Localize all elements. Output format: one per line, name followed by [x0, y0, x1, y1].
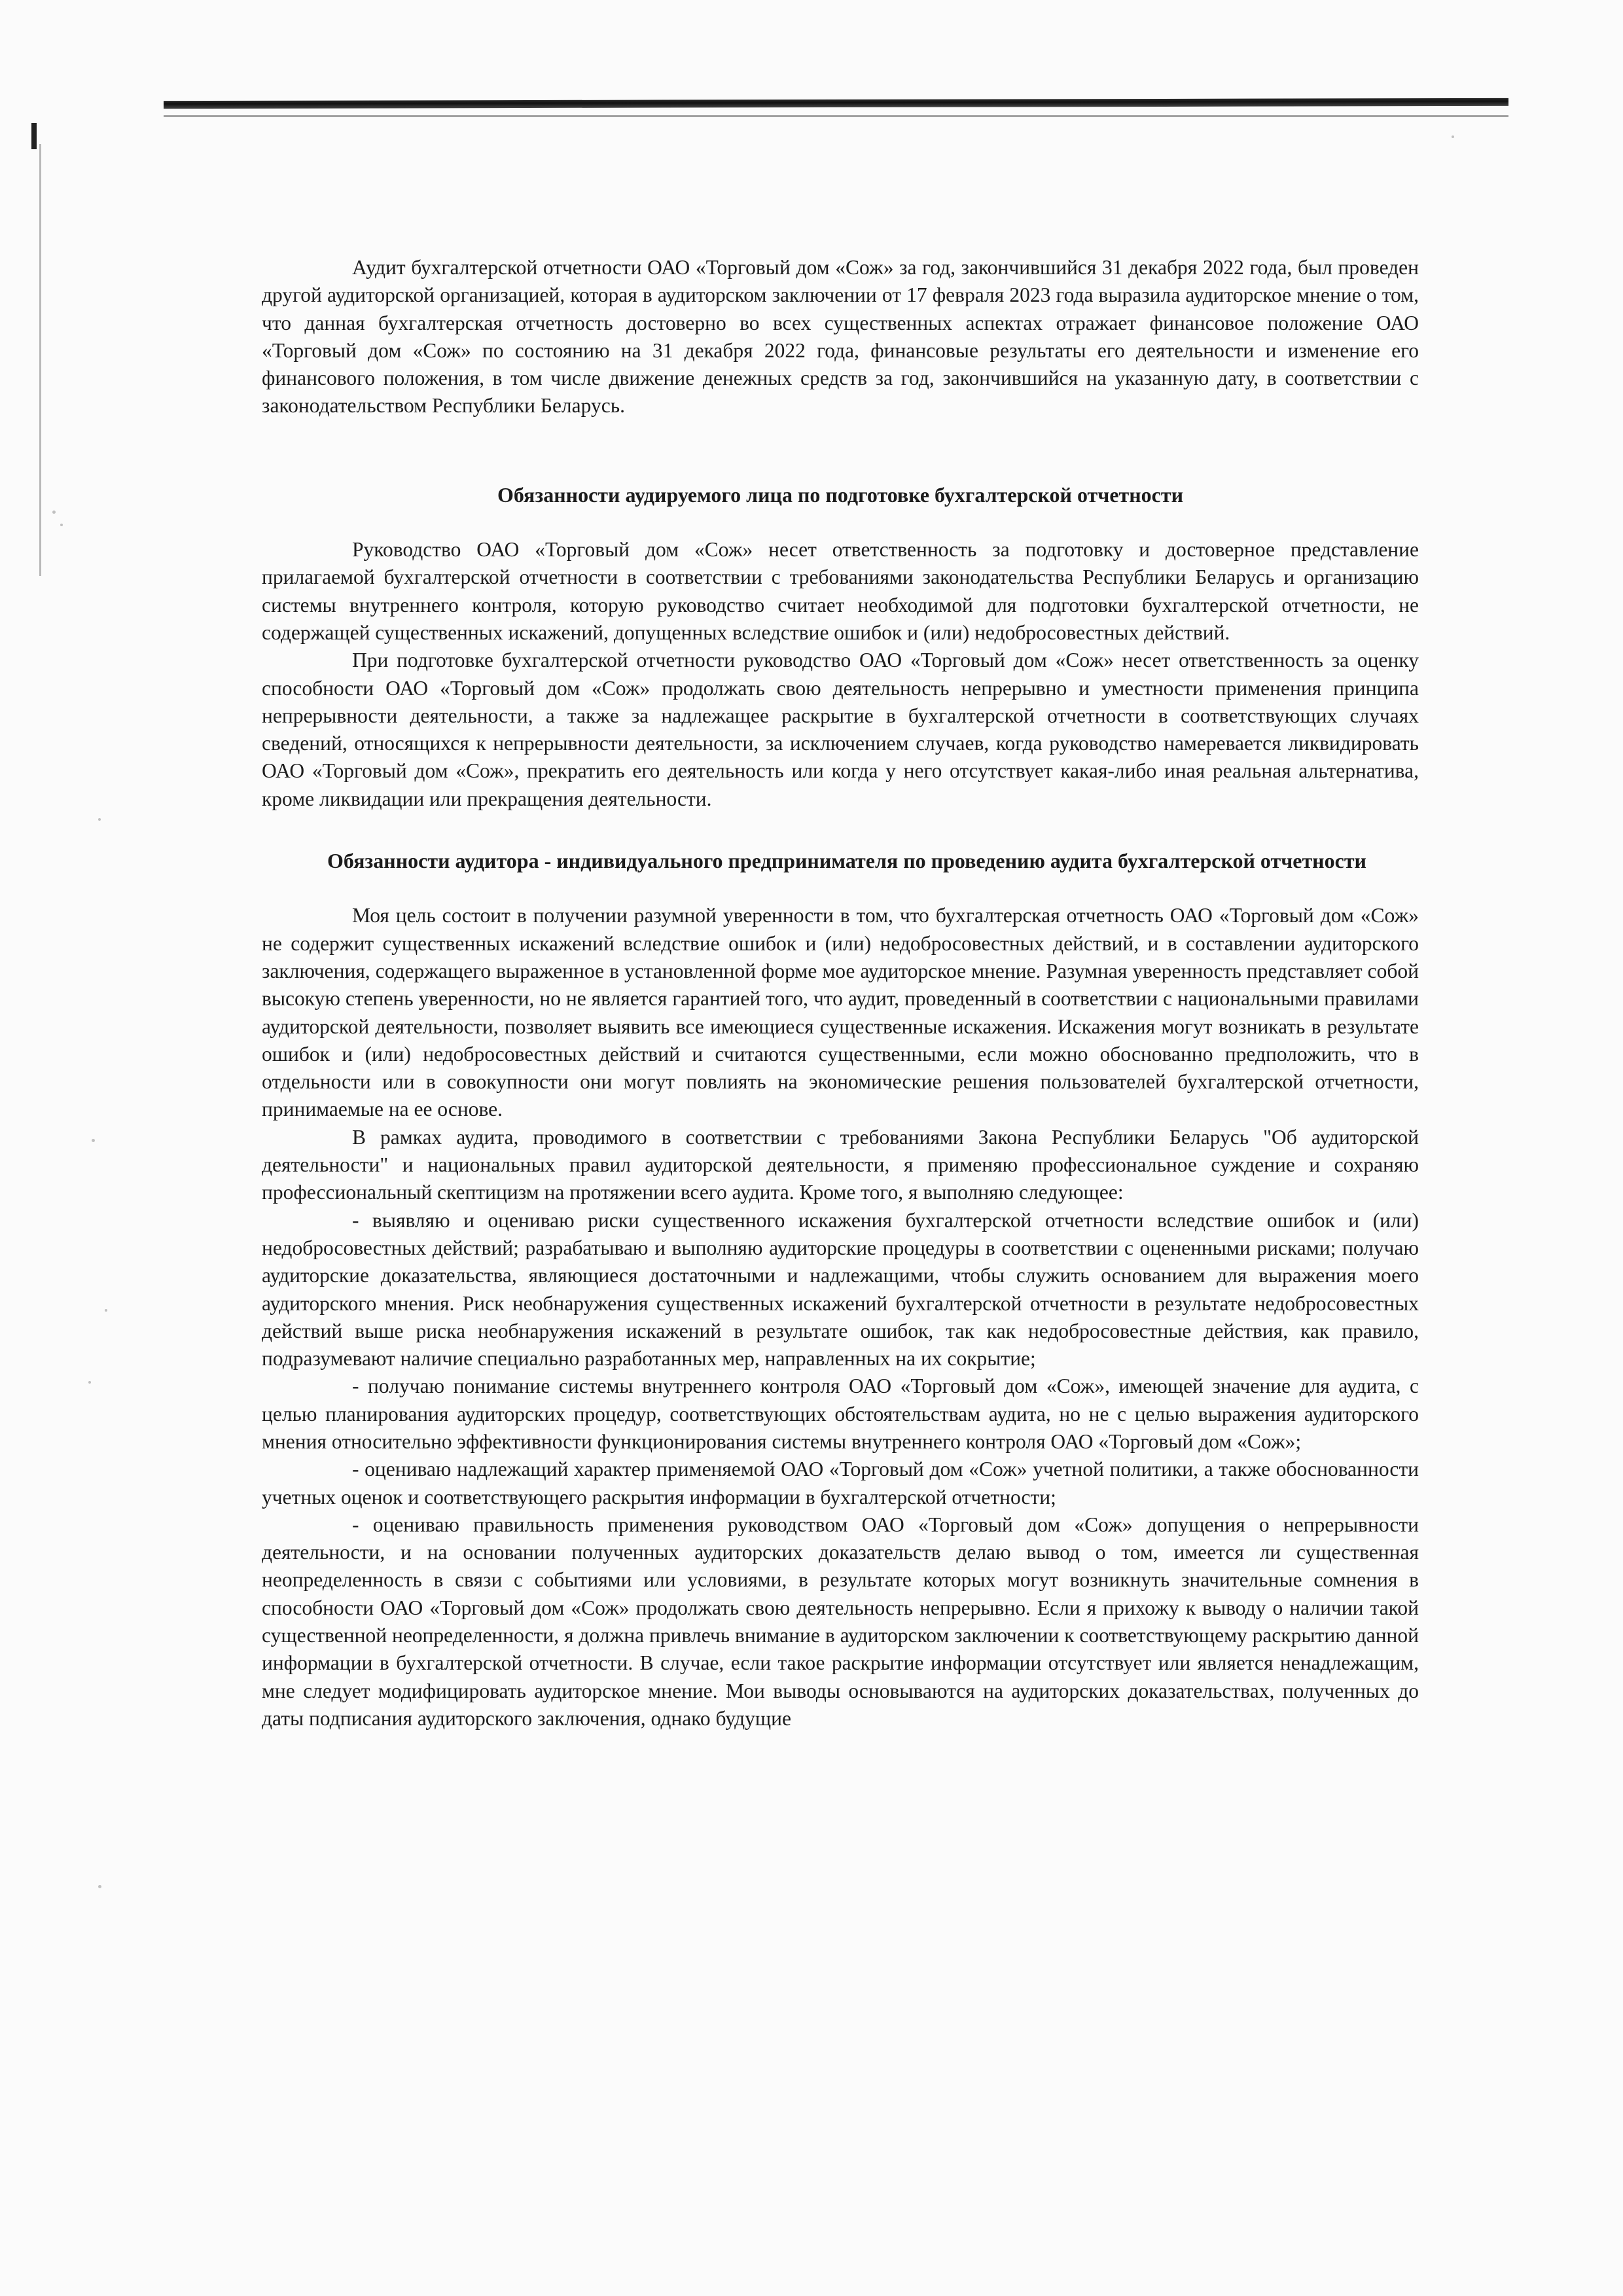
top-rule: [164, 98, 1508, 109]
scan-speck: [105, 1309, 107, 1312]
paragraph: При подготовке бухгалтерской отчетности руководство ОАО «Торговый дом «Сож» несет ответственность за оценку способности ОАО «Торговый дом «Сож» продолжать свою деятельность непрерывно и уместности применения принципа непрерывности деятельности, а также за надлежащее раскрытие в бухгалтерской отчетности в соответствующих случаях сведений, относящихся к непрерывности деятельности, за исключением случаев, когда руководство намеревается ликвидировать ОАО «Торговый дом «Сож», прекратить его деятельность или когда у него отсутствует какая-либо иная реальная альтернатива, кроме ликвидации или прекращения деятельности.: [262, 649, 1419, 810]
scan-speck: [98, 818, 101, 821]
top-rule-shadow: [164, 115, 1508, 117]
bullet-item: - получаю понимание системы внутреннего контроля ОАО «Торговый дом «Сож», имеющей значение для аудита, с целью планирования аудиторских процедур, соответствующих обстоятельствам аудита, но не с целью выражения аудиторского мнения относительно эффективности функционирования системы внутреннего контроля ОАО «Торговый дом «Сож»;: [262, 1374, 1419, 1453]
scan-speck: [1452, 135, 1454, 138]
bullet-item: - оцениваю правильность применения руководством ОАО «Торговый дом «Сож» допущения о непрерывности деятельности, и на основании полученных аудиторских доказательств делаю вывод о том, имеется ли существенная неопределенность в связи с событиями или условиями, в результате которых могут возникнуть значительные сомнения в способности ОАО «Торговый дом «Сож» продолжать свою деятельность непрерывно. Если я прихожу к выводу о наличии такой существенной неопределенности, я должна привлечь внимание в аудиторском заключении к соответствующему раскрытию данной информации в бухгалтерской отчетности. В случае, если такое раскрытие информации отсутствует или является ненадлежащим, мне следует модифицировать аудиторское мнение. Мои выводы основываются на аудиторских доказательствах, полученных до даты подписания аудиторского заключения, однако будущие: [262, 1513, 1419, 1730]
left-edge-shadow: [39, 144, 41, 576]
paragraph: В рамках аудита, проводимого в соответствии с требованиями Закона Республики Беларусь "Об аудиторской деятельности" и национальных правил аудиторской деятельности, я применяю профессиональное суждение и сохраняю профессиональный скептицизм на протяжении всего аудита. Кроме того, я выполняю следующее:: [262, 1125, 1419, 1204]
scan-speck: [52, 511, 56, 514]
paragraph: Руководство ОАО «Торговый дом «Сож» несет ответственность за подготовку и достоверное представление прилагаемой бухгалтерской отчетности в соответствии с требованиями законодательства Республики Беларусь и организацию системы внутреннего контроля, которую руководство считает необходимой для подготовки бухгалтерской отчетности, не содержащей существенных искажений, допущенных вследствие ошибок и (или) недобросовестных действий.: [262, 538, 1419, 644]
scan-speck: [88, 1381, 91, 1384]
bullet-item: - выявляю и оцениваю риски существенного искажения бухгалтерской отчетности вследствие ошибок и (или) недобросовестных действий; разрабатываю и выполняю аудиторские процедуры в соответствии с оцененными рисками; получаю аудиторские доказательства, являющиеся достаточными и надлежащими, чтобы служить основанием для выражения моего аудиторского мнения. Риск необнаружения существенных искажений бухгалтерской отчетности в результате недобросовестных действий выше риска необнаружения искажений в результате ошибок, так как недобросовестные действия, как правило, подразумевают наличие специально разработанных мер, направленных на их сокрытие;: [262, 1208, 1419, 1371]
paragraph: Моя цель состоит в получении разумной уверенности в том, что бухгалтерская отчетность ОАО «Торговый дом «Сож» не содержит существенных искажений вследствие ошибок и (или) недобросовестных действий, и в составлении аудиторского заключения, содержащего выраженное в установленной форме мое аудиторское мнение. Разумная уверенность представляет собой высокую степень уверенности, но не является гарантией того, что аудит, проведенный в соответствии с национальными правилами аудиторской деятельности, позволяет выявить все имеющиеся существенные искажения. Искажения могут возникать в результате ошибок и (или) недобросовестных действий и считаются существенными, если можно обоснованно предположить, что в отдельности или в совокупности они могут повлиять на экономические решения пользователей бухгалтерской отчетности, принимаемые на ее основе.: [262, 904, 1419, 1121]
scan-speck: [92, 1139, 95, 1142]
bullet-item: - оцениваю надлежащий характер применяемой ОАО «Торговый дом «Сож» учетной политики, а также обоснованности учетных оценок и соответствующего раскрытия информации в бухгалтерской отчетности;: [262, 1458, 1419, 1509]
intro-paragraph: Аудит бухгалтерской отчетности ОАО «Торговый дом «Сож» за год, закончившийся 31 декабря 2022 года, был проведен другой аудиторской организацией, которая в аудиторском заключении от 17 февраля 2023 года выразила аудиторское мнение о том, что данная бухгалтерская отчетность достоверно во всех существенных аспектах отражает финансовое положение ОАО «Торговый дом «Сож» по состоянию на 31 декабря 2022 года, финансовые результаты его деятельности и изменение его финансового положения, в том числе движение денежных средств за год, закончившийся на указанную дату, в соответствии с законодательством Республики Беларусь.: [262, 256, 1419, 418]
document-body: [262, 254, 1419, 1732]
scan-speck: [60, 524, 63, 526]
corner-mark: [31, 123, 37, 149]
scan-speck: [98, 1885, 101, 1888]
section-heading-entity-duties: Обязанности аудируемого лица по подготовке бухгалтерской отчетности: [497, 482, 1184, 507]
section-heading-auditor-duties: Обязанности аудитора - индивидуального предпринимателя по проведению аудита бухгалтерской отчетности: [327, 849, 1366, 873]
